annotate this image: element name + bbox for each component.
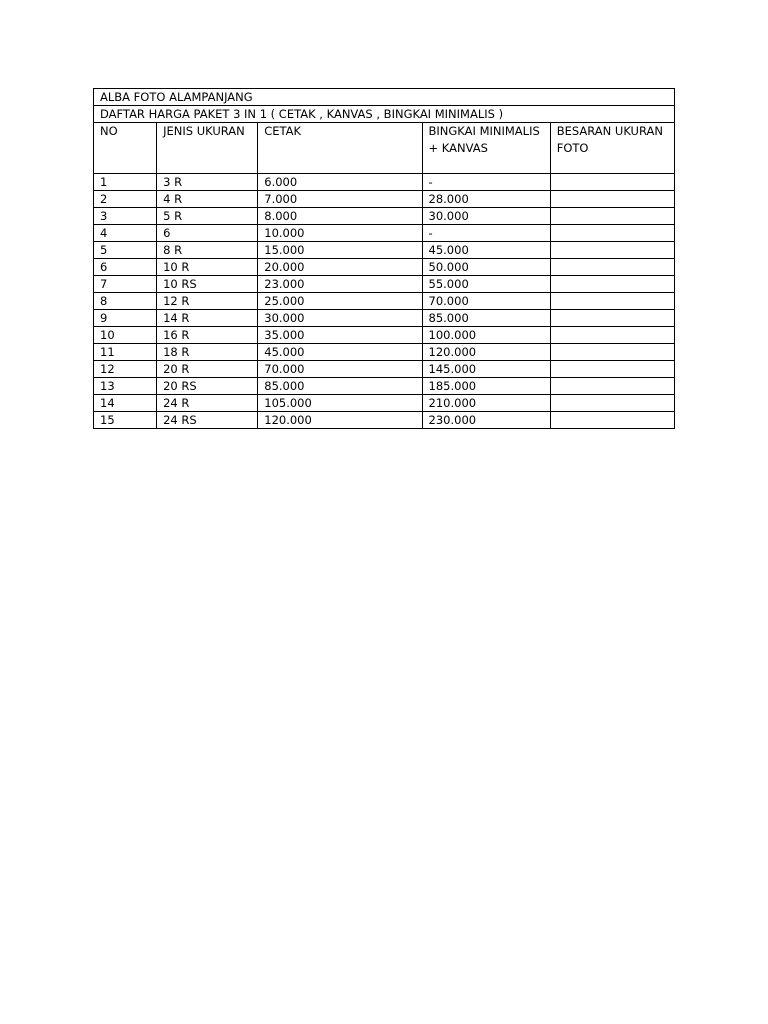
cell-bingkai-minimalis-kanvas: 185.000 (422, 378, 550, 395)
header-cetak: CETAK (258, 123, 422, 174)
cell-no: 11 (94, 344, 157, 361)
cell-cetak: 70.000 (258, 361, 422, 378)
cell-no: 15 (94, 412, 157, 429)
cell-bingkai-minimalis-kanvas: 85.000 (422, 310, 550, 327)
table-row (94, 242, 675, 259)
cell-jenis-ukuran: 6 (157, 225, 258, 242)
cell-jenis-ukuran: 24 R (157, 395, 258, 412)
cell-no: 12 (94, 361, 157, 378)
cell-besaran-ukuran-foto (550, 276, 674, 293)
header-besaran-ukuran-foto: BESARAN UKURAN FOTO (550, 123, 674, 174)
cell-besaran-ukuran-foto (550, 361, 674, 378)
subtitle-row (94, 106, 675, 123)
table-row (94, 191, 675, 208)
cell-bingkai-minimalis-kanvas: 70.000 (422, 293, 550, 310)
document-subtitle: DAFTAR HARGA PAKET 3 IN 1 ( CETAK , KANVAS , BINGKAI MINIMALIS ) (94, 106, 675, 123)
cell-no: 1 (94, 174, 157, 191)
cell-besaran-ukuran-foto (550, 242, 674, 259)
table-row (94, 361, 675, 378)
cell-jenis-ukuran: 4 R (157, 191, 258, 208)
cell-no: 8 (94, 293, 157, 310)
table-row (94, 174, 675, 191)
cell-bingkai-minimalis-kanvas: 145.000 (422, 361, 550, 378)
table-row (94, 412, 675, 429)
cell-cetak: 35.000 (258, 327, 422, 344)
cell-jenis-ukuran: 24 RS (157, 412, 258, 429)
table-row (94, 225, 675, 242)
cell-cetak: 8.000 (258, 208, 422, 225)
cell-jenis-ukuran: 5 R (157, 208, 258, 225)
cell-jenis-ukuran: 16 R (157, 327, 258, 344)
cell-jenis-ukuran: 10 RS (157, 276, 258, 293)
cell-no: 3 (94, 208, 157, 225)
cell-no: 14 (94, 395, 157, 412)
header-row (94, 123, 675, 174)
cell-cetak: 15.000 (258, 242, 422, 259)
table-row (94, 276, 675, 293)
cell-cetak: 6.000 (258, 174, 422, 191)
table-row (94, 208, 675, 225)
cell-besaran-ukuran-foto (550, 293, 674, 310)
cell-no: 7 (94, 276, 157, 293)
cell-cetak: 85.000 (258, 378, 422, 395)
cell-no: 13 (94, 378, 157, 395)
cell-no: 5 (94, 242, 157, 259)
price-table (93, 88, 675, 429)
cell-no: 2 (94, 191, 157, 208)
table-row (94, 327, 675, 344)
cell-cetak: 10.000 (258, 225, 422, 242)
cell-besaran-ukuran-foto (550, 344, 674, 361)
cell-no: 4 (94, 225, 157, 242)
cell-besaran-ukuran-foto (550, 225, 674, 242)
cell-no: 10 (94, 327, 157, 344)
cell-cetak: 23.000 (258, 276, 422, 293)
table-row (94, 378, 675, 395)
header-bingkai-minimalis-kanvas: BINGKAI MINIMALIS + KANVAS (422, 123, 550, 174)
cell-bingkai-minimalis-kanvas: - (422, 225, 550, 242)
cell-bingkai-minimalis-kanvas: 100.000 (422, 327, 550, 344)
cell-bingkai-minimalis-kanvas: 28.000 (422, 191, 550, 208)
cell-cetak: 25.000 (258, 293, 422, 310)
cell-jenis-ukuran: 12 R (157, 293, 258, 310)
cell-besaran-ukuran-foto (550, 174, 674, 191)
cell-jenis-ukuran: 14 R (157, 310, 258, 327)
table-row (94, 259, 675, 276)
header-jenis-ukuran: JENIS UKURAN (157, 123, 258, 174)
cell-besaran-ukuran-foto (550, 378, 674, 395)
cell-bingkai-minimalis-kanvas: 45.000 (422, 242, 550, 259)
cell-besaran-ukuran-foto (550, 259, 674, 276)
cell-bingkai-minimalis-kanvas: 30.000 (422, 208, 550, 225)
cell-besaran-ukuran-foto (550, 208, 674, 225)
cell-jenis-ukuran: 20 R (157, 361, 258, 378)
table-body (94, 89, 675, 429)
cell-jenis-ukuran: 10 R (157, 259, 258, 276)
cell-bingkai-minimalis-kanvas: 210.000 (422, 395, 550, 412)
header-no: NO (94, 123, 157, 174)
cell-cetak: 45.000 (258, 344, 422, 361)
cell-besaran-ukuran-foto (550, 412, 674, 429)
cell-bingkai-minimalis-kanvas: 50.000 (422, 259, 550, 276)
cell-besaran-ukuran-foto (550, 395, 674, 412)
title-row (94, 89, 675, 106)
cell-jenis-ukuran: 3 R (157, 174, 258, 191)
cell-bingkai-minimalis-kanvas: 120.000 (422, 344, 550, 361)
cell-jenis-ukuran: 18 R (157, 344, 258, 361)
cell-cetak: 20.000 (258, 259, 422, 276)
cell-no: 6 (94, 259, 157, 276)
cell-besaran-ukuran-foto (550, 310, 674, 327)
cell-cetak: 30.000 (258, 310, 422, 327)
cell-besaran-ukuran-foto (550, 327, 674, 344)
cell-no: 9 (94, 310, 157, 327)
document-title: ALBA FOTO ALAMPANJANG (94, 89, 675, 106)
cell-jenis-ukuran: 8 R (157, 242, 258, 259)
table-row (94, 310, 675, 327)
cell-bingkai-minimalis-kanvas: 55.000 (422, 276, 550, 293)
table-row (94, 395, 675, 412)
cell-bingkai-minimalis-kanvas: - (422, 174, 550, 191)
cell-cetak: 120.000 (258, 412, 422, 429)
cell-bingkai-minimalis-kanvas: 230.000 (422, 412, 550, 429)
cell-besaran-ukuran-foto (550, 191, 674, 208)
table-row (94, 344, 675, 361)
cell-jenis-ukuran: 20 RS (157, 378, 258, 395)
cell-cetak: 7.000 (258, 191, 422, 208)
cell-cetak: 105.000 (258, 395, 422, 412)
table-row (94, 293, 675, 310)
